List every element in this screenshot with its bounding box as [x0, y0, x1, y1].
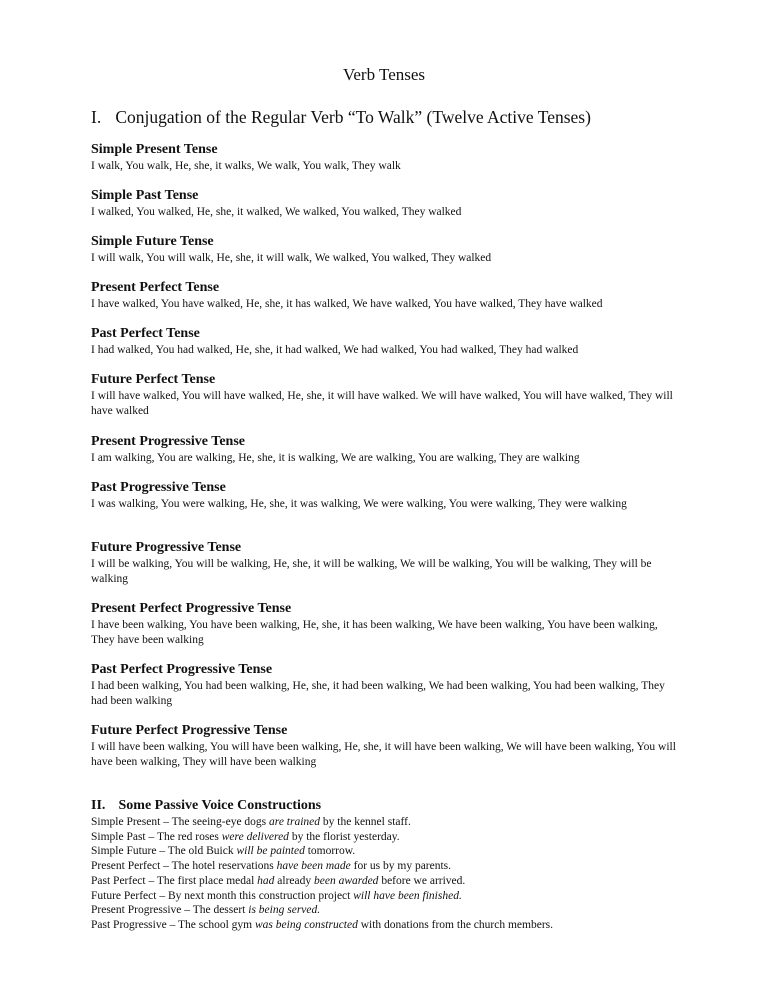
passive-text: The red roses	[156, 830, 222, 843]
tense-present-perfect-progressive	[91, 601, 681, 648]
passive-verb: was being constructed	[255, 918, 358, 931]
passive-label: Simple Past	[91, 830, 146, 843]
tense-title: Simple Future Tense	[91, 234, 214, 249]
tense-conjugation: I was walking, You were walking, He, she, it was walking, We were walking, You were walking, They were walking	[91, 498, 627, 510]
passive-verb: will be painted	[236, 845, 305, 858]
passive-text: By next month this construction project	[167, 889, 354, 902]
tense-conjugation: I have walked, You have walked, He, she, it has walked, We have walked, You have walked, They have walked	[91, 298, 603, 310]
part-2-heading	[91, 797, 321, 814]
passive-verb: will have been finished.	[353, 889, 462, 902]
tense-title: Past Perfect Progressive Tense	[91, 662, 273, 677]
passive-text: for us by my parents.	[350, 860, 452, 873]
tense-conjugation: I had been walking, You had been walking, He, she, it had been walking, We had been walking, You had been walking, They had been walking	[91, 680, 665, 707]
passive-text: The school gym	[178, 918, 255, 931]
passive-label: Present Progressive	[91, 904, 182, 917]
tense-conjugation: I will have walked, You will have walked, He, she, it will have walked. We will have walked, You will have walked, They will have walked	[91, 390, 673, 417]
passive-example: Simple Present – The seeing-eye dogs are trained by the kennel staff.	[91, 816, 411, 828]
passive-text: before we arrived.	[378, 874, 466, 887]
tense-title: Present Perfect Progressive Tense	[91, 601, 292, 616]
part-2-title: Some Passive Voice Constructions	[118, 798, 322, 813]
tense-conjugation: I am walking, You are walking, He, she, it is walking, We are walking, You are walking, They are walking	[91, 452, 580, 464]
passive-text: with donations from the church members.	[357, 918, 553, 931]
passive-label: Past Progressive	[91, 918, 167, 931]
passive-examples-list	[91, 815, 691, 933]
passive-label: Simple Present	[91, 816, 161, 828]
passive-label: Past Perfect	[91, 874, 146, 887]
tense-conjugation: I walked, You walked, He, she, it walked, We walked, You walked, They walked	[91, 206, 462, 218]
tense-present-progressive	[91, 434, 681, 466]
passive-example: Future Perfect – By next month this construction project will have been finished.	[91, 889, 462, 902]
passive-example: Simple Future – The old Buick will be painted tomorrow.	[91, 845, 356, 858]
passive-label: Present Perfect	[91, 860, 161, 873]
tense-future-perfect-progressive	[91, 723, 681, 770]
tense-title: Future Progressive Tense	[91, 540, 242, 555]
passive-text: The dessert	[192, 904, 249, 917]
passive-example: Simple Past – The red roses were delivered by the florist yesterday.	[91, 830, 400, 843]
passive-example: Past Perfect – The first place medal had already been awarded before we arrived.	[91, 874, 466, 887]
part-1-title: Conjugation of the Regular Verb “To Walk” (Twelve Active Tenses)	[115, 107, 591, 127]
passive-text: The first place medal	[156, 874, 258, 887]
tense-simple-present	[91, 142, 681, 174]
tense-simple-past	[91, 188, 681, 220]
document-title: Verb Tenses	[342, 65, 426, 84]
passive-text: already	[274, 874, 315, 887]
tense-title: Future Perfect Tense	[91, 372, 216, 387]
passive-verb: have been made	[276, 860, 351, 873]
passive-verb: had	[257, 874, 275, 887]
tense-conjugation: I walk, You walk, He, she, it walks, We walk, You walk, They walk	[91, 160, 401, 172]
passive-verb: were delivered	[221, 830, 289, 843]
passive-text: The old Buick	[167, 845, 237, 858]
tense-title: Present Perfect Tense	[91, 280, 220, 295]
tense-conjugation: I will walk, You will walk, He, she, it will walk, We walked, You walked, They walked	[91, 252, 492, 264]
tense-conjugation: I had walked, You had walked, He, she, it had walked, We had walked, You had walked, They had walked	[91, 344, 579, 356]
tense-simple-future	[91, 234, 681, 266]
tense-future-perfect	[91, 372, 681, 419]
tense-conjugation: I have been walking, You have been walking, He, she, it has been walking, We have been walking, You have been walking, They have been walking	[91, 619, 658, 646]
passive-verb: been awarded	[314, 874, 379, 887]
passive-text: by the florist yesterday.	[288, 830, 400, 843]
tense-past-perfect-progressive	[91, 662, 681, 709]
tense-title: Simple Past Tense	[91, 188, 199, 203]
passive-verb: is being served.	[248, 904, 321, 917]
passive-label: Future Perfect	[91, 889, 157, 902]
passive-text: The seeing-eye dogs	[171, 816, 270, 828]
tense-past-perfect	[91, 326, 681, 358]
tense-conjugation: I will have been walking, You will have been walking, He, she, it will have been walking, We will have been walking, You will have been walking, They will have been walking	[91, 741, 676, 768]
tense-title: Past Perfect Tense	[91, 326, 200, 341]
passive-text: by the kennel staff.	[320, 816, 411, 828]
passive-text: The hotel reservations	[171, 860, 277, 873]
passive-example: Present Progressive – The dessert is being served.	[91, 904, 321, 917]
passive-verb: are trained	[269, 816, 321, 828]
tense-title: Simple Present Tense	[91, 142, 218, 157]
tense-title: Past Progressive Tense	[91, 480, 226, 495]
tense-future-progressive	[91, 540, 681, 587]
tense-title: Future Perfect Progressive Tense	[91, 723, 288, 738]
part-2-number: II.	[91, 798, 106, 813]
tense-present-perfect	[91, 280, 681, 312]
part-1-number: I.	[91, 107, 102, 127]
tense-conjugation: I will be walking, You will be walking, He, she, it will be walking, We will be walking, You will be walking, They will be walking	[91, 558, 652, 585]
passive-example: Past Progressive – The school gym was being constructed with donations from the church members.	[91, 918, 553, 931]
passive-example: Present Perfect – The hotel reservations have been made for us by my parents.	[91, 860, 452, 873]
passive-text: tomorrow.	[304, 845, 356, 858]
tense-past-progressive	[91, 480, 681, 512]
part-1-heading	[91, 106, 591, 128]
tense-title: Present Progressive Tense	[91, 434, 245, 449]
passive-label: Simple Future	[91, 845, 157, 858]
